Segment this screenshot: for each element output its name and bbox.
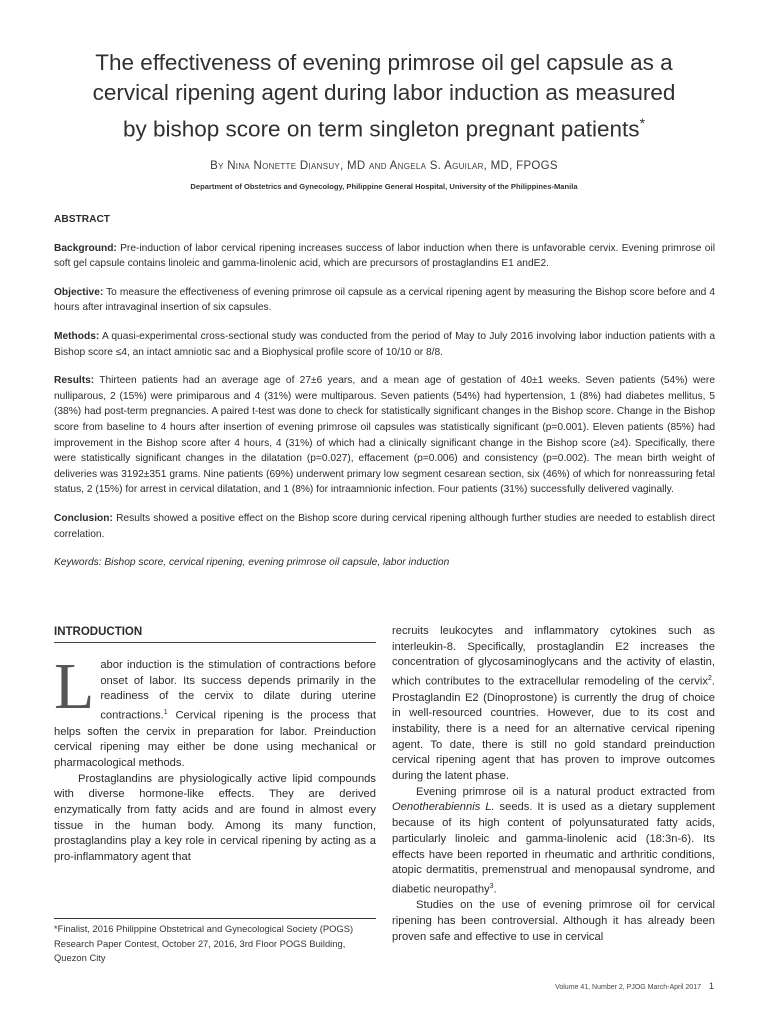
ref-2: 2 (707, 675, 712, 683)
page-footer (555, 981, 714, 991)
objective-label: Objective: (54, 286, 104, 298)
methods-label: Methods: (54, 330, 100, 342)
intro-p1-text-a: abor induction is the stimulation of contractions before onset of labor. Its success depends primarily in the readiness of the cervix to dilate during uterine contractions. (100, 659, 376, 722)
methods-text: A quasi-experimental cross-sectional study was conducted from the period of May to July 2016 involving labor induction patients with a Bishop score ≤4, an intact amniotic sac and a Biophysical profile score of 10/10 or 8/8. (54, 330, 715, 358)
intro-r2-text-a: Evening primrose oil is a natural product extracted from (416, 785, 715, 798)
abstract-objective (54, 285, 715, 316)
intro-paragraph-2: Prostaglandins are physiologically active lipid compounds with diverse hormone-like effects. They are derived enzymatically from fatty acids and are found in almost every tissue in the human body. Among its many function, prostaglandins play a key role in cervical ripening by acting as a pro-inflammatory agent that (54, 772, 376, 864)
intro-r2-text-b: seeds. It is used as a dietary supplement because of its high content of polyunsaturated fatty acids, particularly linoleic and gamma-linolenic acid (18:3n-6). Its effects have been reported in rheumatic and arthritic conditions, atopic dermatitis, premenstrual and menopausal syndrome, and diabetic neuropathy (392, 801, 716, 896)
abstract-conclusion (54, 511, 715, 542)
introduction-heading: INTRODUCTION (54, 624, 376, 643)
column-left (54, 624, 376, 866)
intro-r2-text-c: . (493, 883, 497, 896)
title-line-2: cervical ripening agent during labor induction as measured (92, 80, 676, 105)
abstract-section (54, 212, 715, 584)
title-line-1: The effectiveness of evening primrose oil gel capsule as a (95, 50, 673, 75)
drop-cap: L (54, 650, 95, 723)
background-label: Background: (54, 242, 117, 254)
intro-r1-text-a: recruits leukocytes and inflammatory cytokines such as interleukin-8. Specifically, prostaglandin E2 increases the concentration of glycosaminoglycans and the activity of elastin, which contributes to the extracellular remodeling of the cervix (392, 625, 715, 688)
objective-text: To measure the effectiveness of evening primrose oil capsule as a cervical ripening agent by measuring the Bishop score before and 4 hours after intravaginal insertion of six capsules. (54, 286, 715, 314)
keywords: Keywords: Bishop score, cervical ripening, evening primrose oil capsule, labor induction (54, 557, 450, 569)
author-line: By Nina Nonette Diansuy, MD and Angela S. Aguilar, MD, FPOGS (210, 160, 558, 172)
intro-paragraph-5: Studies on the use of evening primrose oil for cervical ripening has been controversial. Although it has already been proven safe and effective to use in cervical (392, 899, 715, 943)
page-number: 1 (708, 981, 714, 991)
conclusion-label: Conclusion: (54, 512, 113, 524)
title-footnote-mark: * (639, 115, 646, 131)
abstract-heading: ABSTRACT (54, 214, 111, 225)
footnote: *Finalist, 2016 Philippine Obstetrical and Gynecological Society (POGS) Research Paper Contest, October 27, 2016, 3rd Floor POGS Building, Quezon City (54, 918, 376, 966)
title-line-3 (40, 108, 728, 145)
title-line-3-text: by bishop score on term singleton pregnant patients (122, 116, 640, 142)
species-name: Oenotherabiennis L. (392, 801, 495, 814)
abstract-background (54, 241, 715, 272)
intro-paragraph-3 (392, 624, 715, 785)
intro-paragraph-4 (392, 785, 715, 899)
intro-p1-text-b: Cervical ripening is the process that helps soften the cervix in preparation for labor. Preinduction cervical ripening may either be done using mechanical or pharmacological methods. (54, 709, 376, 769)
intro-r1-text-b: . Prostaglandin E2 (Dinoprostone) is currently the drug of choice in well-resourced countries. However, due to its cost and instability, there is a need for an alternative cervical ripening agent. To date, there is still no gold standard preinduction cervical ripening agent that has proven to improve outcomes during the latent phase. (392, 675, 715, 783)
ref-1: 1 (163, 709, 168, 717)
results-text: Thirteen patients had an average age of 27±6 years, and a mean age of gestation of 40±1 weeks. Seven patients (54%) were nulliparous, 2 (15%) were primiparous and 4 (31%) were multiparous. Seven patients (54%) had hypertension, 1 (8%) had diabetes mellitus, 5 (38%) had post-term pregnancies. A paired t-test was done to check for statistically significant changes in the Bishop score. Change in the Bishop score from baseline to 4 hours after insertion of evening primrose oil capsules was statistically significant (p=0.001). Eleven patients (85%) had improvement in the Bishop score after 4 hours, 4 (31%) of which had a clinically significant change in the Bishop score (≥4). Specifically, there were statistically significant changes in the dilatation (p=0.027), effacement (p=0.006) and consistency (p=0.002). The mean birth weight of deliveries was 3192±351 grams. Nine patients (69%) underwent primary low segment cesarean section, six (46%) of which for nonreassuring fetal status, 2 (15%) for arrest in cervical dilatation, and 1 (8%) for intraamnionic infection. Four patients (31%) successfully delivered vaginally. (54, 375, 715, 496)
abstract-methods (54, 329, 715, 360)
affiliation: Department of Obstetrics and Gynecology, Philippine General Hospital, University of the Philippines-Manila (190, 182, 578, 191)
ref-3: 3 (489, 882, 494, 890)
abstract-results (54, 373, 715, 498)
background-text: Pre-induction of labor cervical ripening increases success of labor induction when there is unfavorable cervix. Evening primrose oil soft gel capsule contains linoleic and gamma-linolenic acid, which are precursors of prostaglandins E1 andE2. (54, 242, 715, 270)
journal-info: Volume 41, Number 2, PJOG March-April 2017 (555, 984, 701, 991)
intro-paragraph-1 (54, 650, 376, 772)
paper-title (40, 48, 728, 145)
conclusion-text: Results showed a positive effect on the Bishop score during cervical ripening although further studies are needed to establish direct correlation. (54, 512, 715, 540)
results-label: Results: (54, 375, 95, 387)
column-right (392, 624, 715, 946)
